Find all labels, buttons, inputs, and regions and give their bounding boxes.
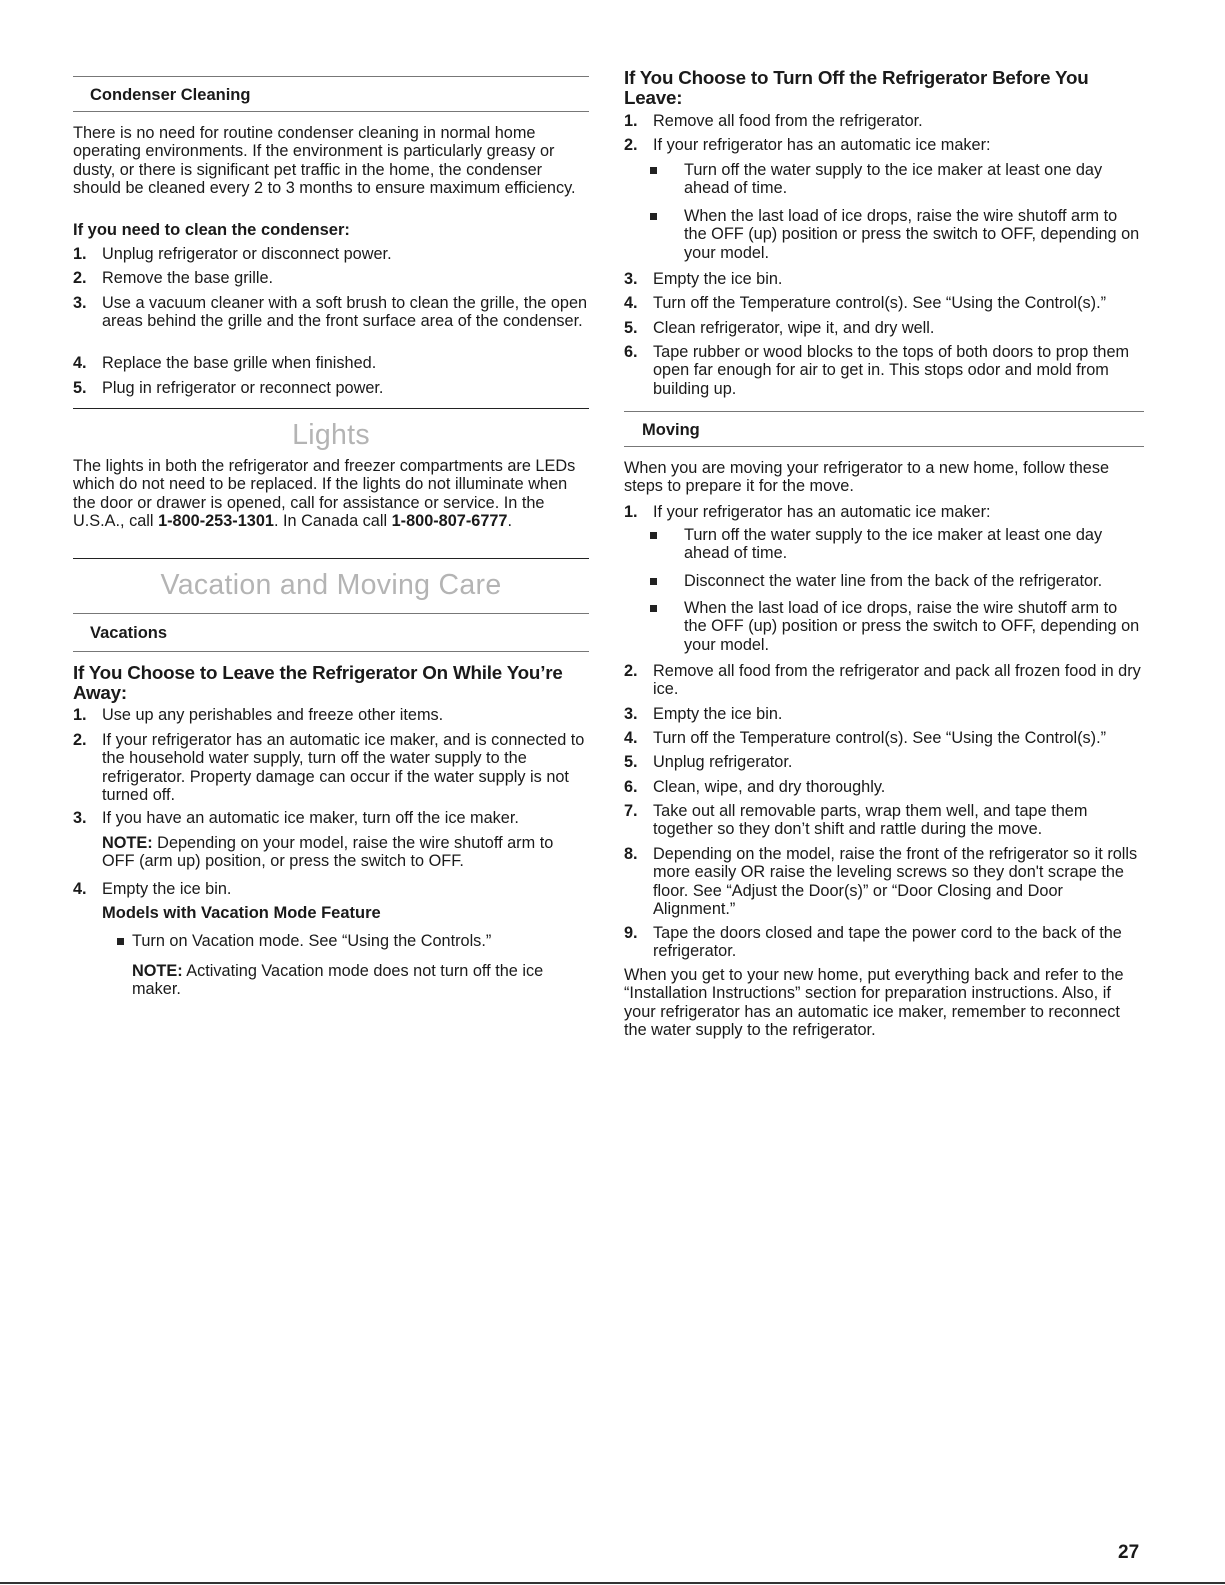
step-text: If your refrigerator has an automatic ice maker: (653, 503, 991, 521)
step-text: Depending on the model, raise the front of the refrigerator so it rolls more easily OR raise the leveling screws so they don't scrape the floor. See “Adjust the Door(s)” or “Door Closing and Door Alignment.” (653, 845, 1138, 919)
step-number: 5. (624, 319, 638, 337)
bullet (650, 532, 657, 539)
list-item (73, 379, 589, 403)
list-item (624, 802, 1144, 842)
condenser-intro: There is no need for routine condenser cleaning in normal home operating environments. If the environment is particularly greasy or dusty, or there is significant pet traffic in the home, the condenser should be cleaned every 2 to 3 months to ensure maximum efficiency. (73, 124, 576, 198)
divider (73, 613, 589, 614)
list-item (624, 319, 1144, 343)
list-item (624, 753, 1144, 777)
bullet (650, 167, 657, 174)
list-item (624, 294, 1144, 318)
step-number: 6. (624, 778, 638, 796)
lights-text: The lights in both the refrigerator and freezer compartments are LEDs which do not need to be replaced. If the lights do not illuminate when the door or drawer is opened, call for assistance or service. In the U.S.A., call 1-800-253-1301. In Canada call 1-800-807-6777. (73, 457, 576, 531)
list-item (624, 845, 1144, 921)
step-text: Plug in refrigerator or reconnect power. (102, 379, 384, 397)
step-text: Clean, wipe, and dry thoroughly. (653, 778, 886, 796)
step-text: Use up any perishables and freeze other items. (102, 706, 444, 724)
step-text: Empty the ice bin. (102, 880, 232, 898)
list-item (624, 705, 1144, 729)
bullet (650, 578, 657, 585)
step-number: 9. (624, 924, 638, 942)
turn-off-subheading: If You Choose to Turn Off the Refrigerator Before You Leave: (624, 67, 1089, 108)
list-item (73, 809, 589, 833)
step-text: Clean refrigerator, wipe it, and dry well. (653, 319, 935, 337)
step-number: 1. (624, 503, 638, 521)
step-text: Empty the ice bin. (653, 270, 783, 288)
bullet-text: Turn off the water supply to the ice maker at least one day ahead of time. (684, 161, 1103, 198)
bullet (117, 938, 124, 945)
list-item (73, 706, 589, 730)
list-item (624, 270, 1144, 294)
bullet-text: When the last load of ice drops, raise the wire shutoff arm to the OFF (up) position or press the switch to OFF, depending on your model. (684, 207, 1140, 262)
step-text: Turn off the Temperature control(s). See “Using the Control(s).” (653, 294, 1107, 312)
step-number: 4. (73, 880, 87, 898)
note-wire-shutoff: NOTE: Depending on your model, raise the wire shutoff arm to OFF (arm up) position, or press the switch to OFF. (102, 834, 554, 871)
step-number: 6. (624, 343, 638, 361)
step-number: 2. (73, 731, 87, 749)
step-text: If you have an automatic ice maker, turn off the ice maker. (102, 809, 519, 827)
bullet-text: Disconnect the water line from the back of the refrigerator. (684, 572, 1103, 590)
list-item (73, 354, 589, 378)
list-item (624, 924, 1144, 964)
list-item (624, 136, 1144, 160)
step-text: Empty the ice bin. (653, 705, 783, 723)
vacation-moving-title: Vacation and Moving Care (160, 569, 502, 601)
step-number: 7. (624, 802, 638, 820)
list-item (73, 294, 589, 354)
models-vacation-heading: Models with Vacation Mode Feature (102, 904, 381, 922)
list-item (624, 778, 1144, 802)
step-text: Turn off the Temperature control(s). See “Using the Control(s).” (653, 729, 1107, 747)
step-text: Remove all food from the refrigerator and pack all frozen food in dry ice. (653, 662, 1141, 699)
step-text: If your refrigerator has an automatic ice maker: (653, 136, 991, 154)
condenser-subheading: If you need to clean the condenser: (73, 221, 350, 239)
step-text: If your refrigerator has an automatic ice maker, and is connected to the household water supply, turn off the water supply to the refrigerator. Property damage can occur if the water supply is not turned off. (102, 731, 585, 805)
leave-on-subheading: If You Choose to Leave the Refrigerator On While You’re Away: (73, 662, 563, 703)
step-text: Use a vacuum cleaner with a soft brush to clean the grille, the open areas behind the grille and the front surface area of the condenser. (102, 294, 588, 331)
divider (73, 111, 589, 112)
step-number: 1. (624, 112, 638, 130)
divider (624, 446, 1144, 447)
divider (624, 411, 1144, 412)
step-number: 8. (624, 845, 638, 863)
step-text: Tape rubber or wood blocks to the tops of both doors to prop them open far enough for air to get in. This stops odor and mold from building up. (653, 343, 1130, 398)
step-number: 3. (73, 809, 87, 827)
list-item (624, 503, 1144, 527)
bullet (650, 605, 657, 612)
step-number: 5. (73, 379, 87, 397)
step-text: Take out all removable parts, wrap them well, and tape them together so they don’t shift and rattle during the move. (653, 802, 1088, 839)
phone-canada: 1-800-807-6777 (391, 512, 508, 531)
divider (73, 76, 589, 77)
list-item (73, 245, 589, 269)
bullet-text: Turn off the water supply to the ice maker at least one day ahead of time. (684, 526, 1103, 563)
list-item (624, 112, 1144, 136)
step-text: Replace the base grille when finished. (102, 354, 377, 372)
phone-us: 1-800-253-1301 (158, 512, 274, 531)
moving-outro: When you get to your new home, put everything back and refer to the “Installation Instructions” section for preparation instructions. Also, if your refrigerator has an automatic ice maker, remember to reconnect the water supply to the refrigerator. (624, 966, 1124, 1040)
moving-intro: When you are moving your refrigerator to a new home, follow these steps to prepare it for the move. (624, 459, 1110, 496)
page-bottom-rule (0, 1582, 1225, 1584)
section-divider (73, 408, 589, 409)
bullet-text: Turn on Vacation mode. See “Using the Controls.” (132, 932, 492, 950)
step-number: 4. (73, 354, 87, 372)
lights-title: Lights (292, 419, 370, 451)
moving-heading: Moving (642, 421, 700, 439)
list-item (73, 880, 589, 904)
list-item (624, 729, 1144, 753)
note-vacation-mode: NOTE: Activating Vacation mode does not turn off the ice maker. (132, 962, 544, 999)
step-text: Remove all food from the refrigerator. (653, 112, 923, 130)
vacations-heading: Vacations (90, 624, 168, 642)
step-number: 1. (73, 706, 87, 724)
list-item (73, 731, 589, 807)
list-item (624, 662, 1144, 702)
step-number: 4. (624, 294, 638, 312)
step-number: 3. (624, 270, 638, 288)
step-text: Tape the doors closed and tape the power cord to the back of the refrigerator. (653, 924, 1122, 961)
bullet-text: When the last load of ice drops, raise the wire shutoff arm to the OFF (up) position or press the switch to OFF, depending on your model. (684, 599, 1140, 654)
step-number: 1. (73, 245, 87, 263)
step-number: 2. (624, 136, 638, 154)
step-number: 5. (624, 753, 638, 771)
step-text: Unplug refrigerator or disconnect power. (102, 245, 392, 263)
section-divider (73, 558, 589, 559)
step-number: 2. (73, 269, 87, 287)
step-text: Unplug refrigerator. (653, 753, 793, 771)
step-number: 2. (624, 662, 638, 680)
step-number: 4. (624, 729, 638, 747)
step-text: Remove the base grille. (102, 269, 274, 287)
divider (73, 651, 589, 652)
step-number: 3. (624, 705, 638, 723)
page-number: 27 (1118, 1542, 1140, 1563)
list-item (73, 269, 589, 293)
list-item (624, 343, 1144, 401)
step-number: 3. (73, 294, 87, 312)
condenser-heading: Condenser Cleaning (90, 86, 251, 104)
bullet (650, 213, 657, 220)
